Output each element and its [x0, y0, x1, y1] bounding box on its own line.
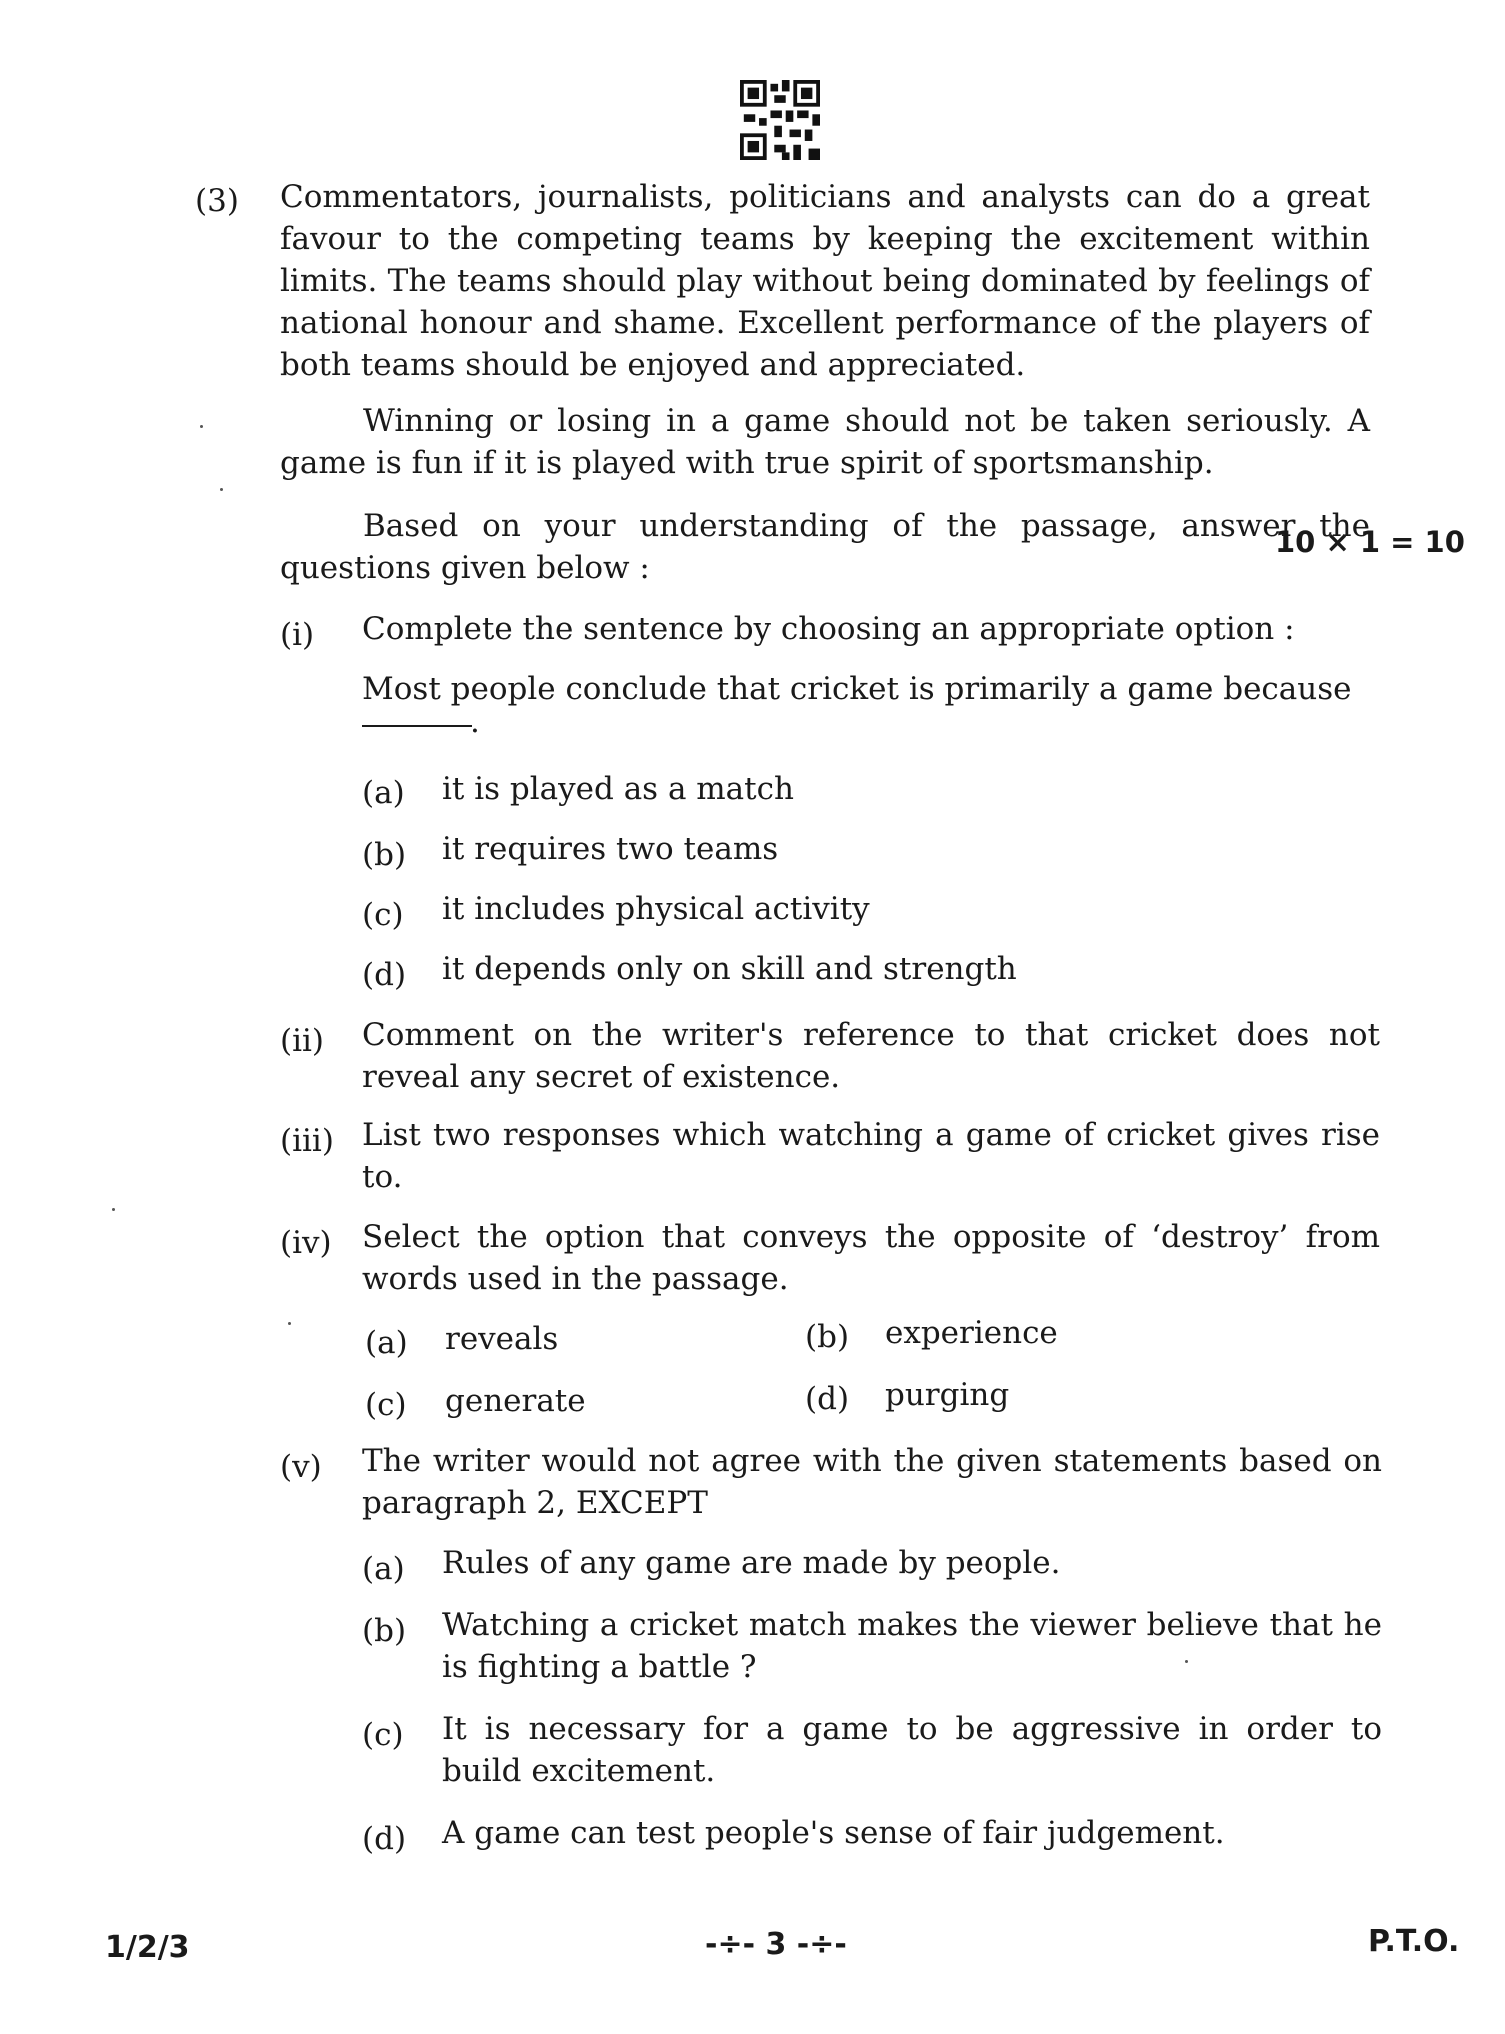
option-label: (d): [362, 957, 407, 993]
option-label: (b): [805, 1319, 850, 1355]
question-text: Complete the sentence by choosing an appropriate option :: [362, 611, 1295, 647]
question-number: (iii): [280, 1123, 334, 1159]
pto-label: P.T.O.: [1368, 1924, 1460, 1959]
question-text: Comment on the writer's reference to that cricket does not reveal any secret of existence.: [362, 1017, 1380, 1095]
option-text: it is played as a match: [442, 771, 794, 807]
passage-paragraph-2: Winning or losing in a game should not be taken seriously. A game is fun if it is played with true spirit of sportsmanship.: [280, 403, 1370, 481]
question-text: Select the option that conveys the opposite of ‘destroy’ from words used in the passage.: [362, 1219, 1380, 1297]
instruction-text: Based on your understanding of the passage, answer the questions given below :: [280, 508, 1370, 586]
option-label: (a): [362, 775, 405, 811]
option-text: purging: [885, 1377, 1010, 1413]
scan-speck: [288, 1322, 291, 1325]
option-label: (c): [365, 1387, 407, 1423]
option-text: Watching a cricket match makes the viewer believe that he is fighting a battle ?: [442, 1607, 1382, 1685]
question-subtext: Most people conclude that cricket is primarily a game because: [362, 671, 1352, 707]
page-number: -÷- 3 -÷-: [705, 1927, 847, 1962]
question-text: The writer would not agree with the given statements based on paragraph 2, EXCEPT: [362, 1443, 1382, 1521]
option-text: A game can test people's sense of fair judgement.: [442, 1815, 1225, 1851]
option-text: it includes physical activity: [442, 891, 870, 927]
option-label: (c): [362, 1717, 404, 1753]
option-label: (a): [362, 1551, 405, 1587]
question-number: (iv): [280, 1225, 332, 1261]
question-text: List two responses which watching a game of cricket gives rise to.: [362, 1117, 1380, 1195]
marks-label: 10 × 1 = 10: [1275, 525, 1465, 559]
option-text: generate: [445, 1383, 586, 1419]
option-label: (c): [362, 897, 404, 933]
option-label: (b): [362, 1613, 407, 1649]
option-text: experience: [885, 1315, 1058, 1351]
paper-code: 1/2/3: [105, 1930, 190, 1965]
answer-blank: [362, 725, 472, 727]
option-text: It is necessary for a game to be aggressive in order to build excitement.: [442, 1711, 1382, 1789]
passage-paragraph-1: Commentators, journalists, politicians and analysts can do a great favour to the competing teams by keeping the excitement within limits. The teams should play without being dominated by feelings of national honour and shame. Excellent performance of the players of both teams should be enjoyed and appreciated.: [280, 179, 1370, 383]
option-label: (a): [365, 1325, 408, 1361]
blank-period: .: [470, 704, 480, 740]
section-number: (3): [195, 183, 239, 219]
scan-speck: [220, 488, 223, 491]
scan-speck: [1185, 1660, 1188, 1663]
scan-speck: [112, 1208, 115, 1211]
question-number: (v): [280, 1449, 322, 1485]
question-number: (ii): [280, 1023, 325, 1059]
option-text: Rules of any game are made by people.: [442, 1545, 1061, 1581]
option-label: (b): [362, 837, 407, 873]
option-label: (d): [362, 1821, 407, 1857]
question-number: (i): [280, 617, 315, 653]
option-text: it depends only on skill and strength: [442, 951, 1017, 987]
scan-speck: [200, 425, 203, 428]
option-label: (d): [805, 1381, 850, 1417]
qr-code-icon: [740, 80, 820, 160]
option-text: it requires two teams: [442, 831, 779, 867]
option-text: reveals: [445, 1321, 559, 1357]
